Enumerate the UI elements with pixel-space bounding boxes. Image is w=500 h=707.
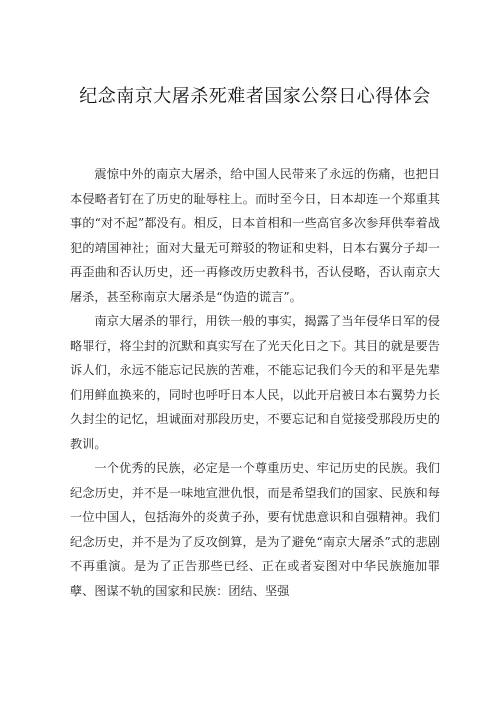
- paragraph-1: 震惊中外的南京大屠杀，给中国人民带来了永远的伤痛，也把日本侵略者钉在了历史的耻辱柱上。而时至今日，日本却连一个郑重其事的“对不起”都没有。相反，日本首相和一些高官多次参拜供奉着战犯的靖国神社；面对大量无可辩驳的物证和史料，日本右翼分子却一再歪曲和否认历史，还一再修改历史教科书，否认侵略，否认南京大屠杀，甚至称南京大屠杀是“伪造的谎言”。: [70, 167, 440, 304]
- paragraph-3: 一个优秀的民族，必定是一个尊重历史、牢记历史的民族。我们纪念历史，并不是一味地宣泄仇恨，而是希望我们的国家、民族和每一位中国人，包括海外的炎黄子孙，要有忧患意识和自强精神。我们纪念历史，并不是为了反攻倒算，是为了避免“南京大屠杀”式的悲剧不再重演。是为了正告那些已经、正在或者妄图对中华民族施加罪孽、图谋不轨的国家和民族：团结、坚强: [70, 461, 440, 598]
- paragraph-2: 南京大屠杀的罪行，用铁一般的事实，揭露了当年侵华日军的侵略罪行，将尘封的沉默和真实写在了光天化日之下。其目的就是要告诉人们，永远不能忘记民族的苦难，不能忘记我们今天的和平是先辈们用鲜血换来的，同时也呼吁日本人民，以此开启被日本右翼势力长久封尘的记忆，坦诚面对那段历史，不要忘记和自觉接受那段历史的教训。: [70, 314, 440, 451]
- document-title: 纪念南京大屠杀死难者国家公祭日心得体会: [79, 86, 431, 107]
- document-body: [70, 162, 440, 603]
